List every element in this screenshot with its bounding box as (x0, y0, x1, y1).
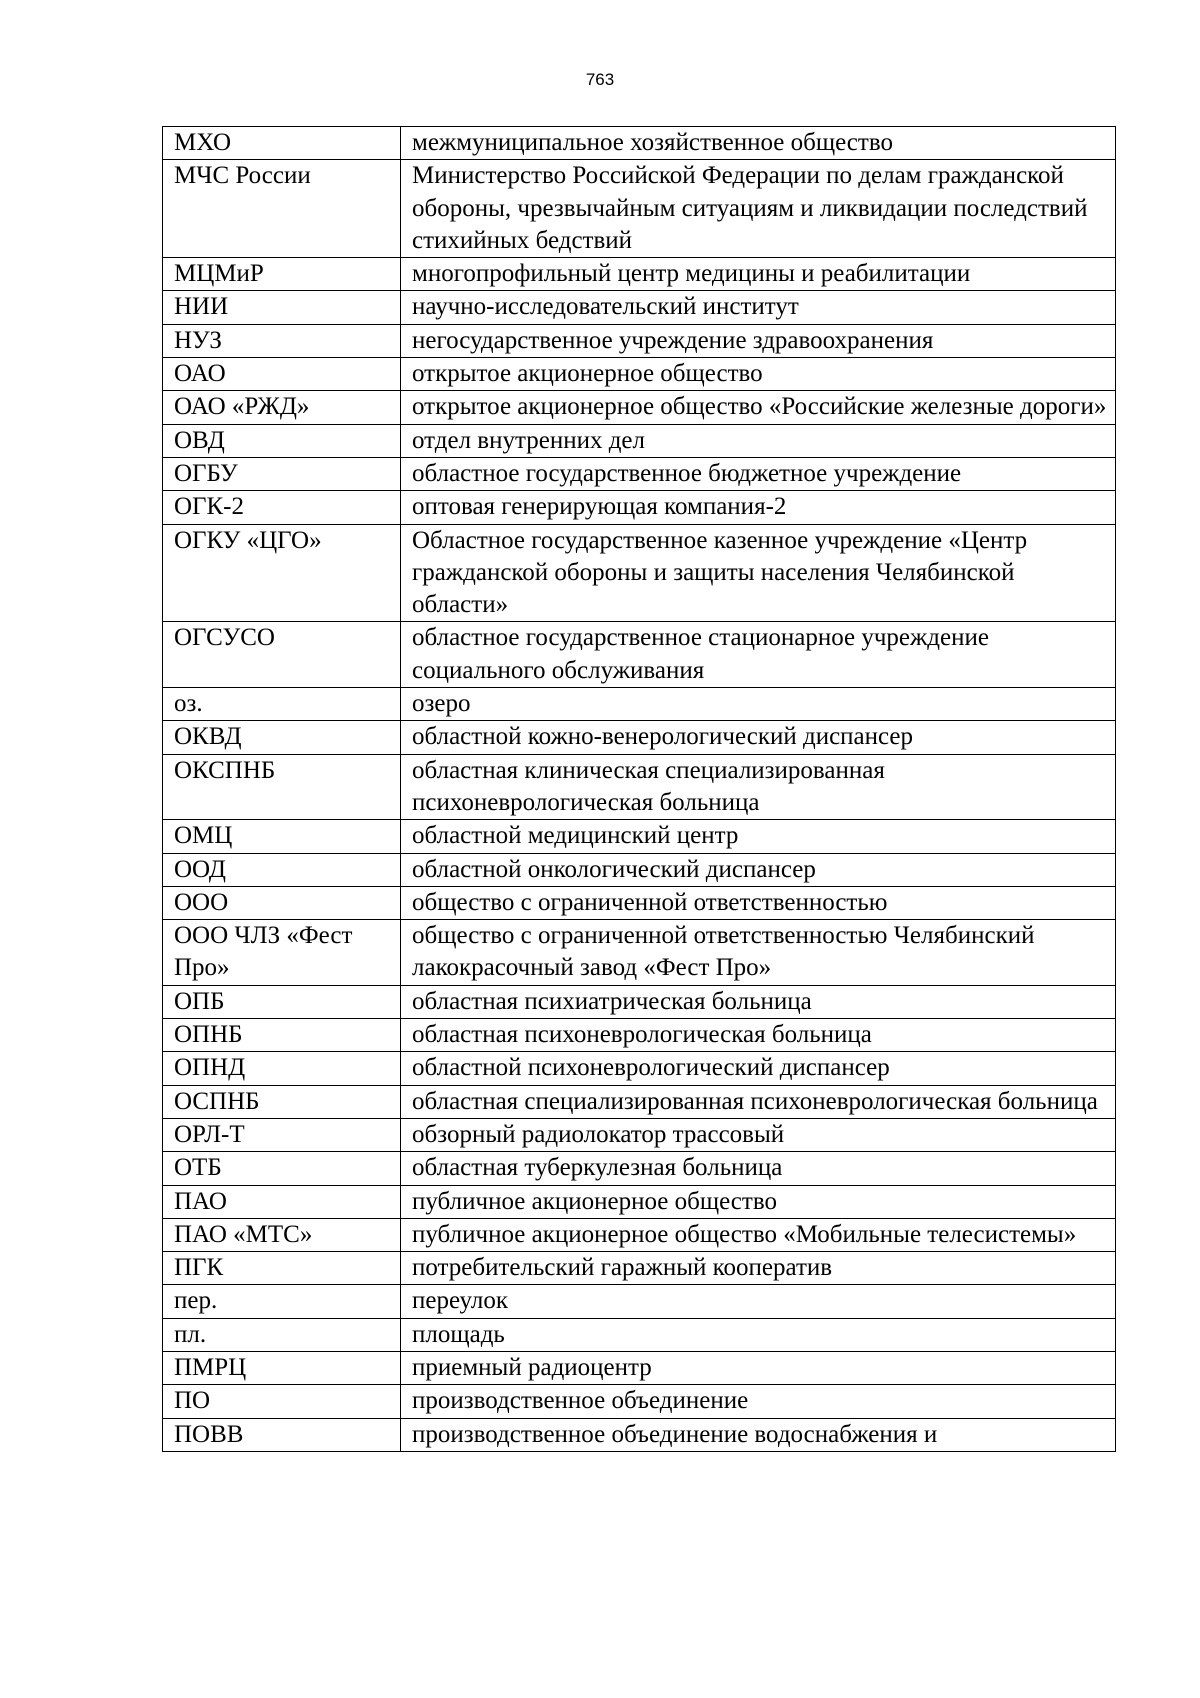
abbreviation-cell: ООД (163, 853, 401, 886)
abbreviation-cell: НУЗ (163, 324, 401, 357)
table-row (163, 1351, 1116, 1384)
definition-cell: производственное объединение водоснабжения и (401, 1418, 1116, 1451)
table-row (163, 1285, 1116, 1318)
table-row (163, 524, 1116, 622)
table-row (163, 1218, 1116, 1251)
table-row (163, 1019, 1116, 1052)
abbreviation-cell: ОАО (163, 358, 401, 391)
table-row (163, 457, 1116, 490)
table-row (163, 853, 1116, 886)
abbreviation-cell: ПГК (163, 1252, 401, 1285)
definition-cell: негосударственное учреждение здравоохранения (401, 324, 1116, 357)
table-row (163, 1052, 1116, 1085)
table-row (163, 622, 1116, 688)
definition-cell: открытое акционерное общество «Российские железные дороги» (401, 391, 1116, 424)
definition-cell: площадь (401, 1318, 1116, 1351)
table-row (163, 424, 1116, 457)
definition-cell: областная психиатрическая больница (401, 985, 1116, 1018)
definition-cell: областной кожно-венерологический диспансер (401, 721, 1116, 754)
table-row (163, 688, 1116, 721)
definition-cell: отдел внутренних дел (401, 424, 1116, 457)
abbreviation-cell: ОВД (163, 424, 401, 457)
table-row (163, 886, 1116, 919)
table-row (163, 985, 1116, 1018)
abbreviation-cell: ОПБ (163, 985, 401, 1018)
definition-cell: областное государственное стационарное учреждение социального обслуживания (401, 622, 1116, 688)
table-row (163, 820, 1116, 853)
page-number: 763 (585, 70, 615, 89)
definition-cell: приемный радиоцентр (401, 1351, 1116, 1384)
abbreviation-cell: ООО (163, 886, 401, 919)
abbreviation-cell: ОГБУ (163, 457, 401, 490)
table-row (163, 721, 1116, 754)
table-row (163, 358, 1116, 391)
definition-cell: многопрофильный центр медицины и реабилитации (401, 258, 1116, 291)
definition-cell: областной онкологический диспансер (401, 853, 1116, 886)
abbreviation-cell: ОГСУСО (163, 622, 401, 688)
table-row (163, 491, 1116, 524)
definition-cell: производственное объединение (401, 1385, 1116, 1418)
abbreviations-table (162, 126, 1116, 1452)
table-row (163, 1185, 1116, 1218)
abbreviation-cell: ОСПНБ (163, 1085, 401, 1118)
abbreviation-cell: ПО (163, 1385, 401, 1418)
abbreviation-cell: ОРЛ-Т (163, 1118, 401, 1151)
definition-cell: общество с ограниченной ответственностью Челябинский лакокрасочный завод «Фест Про» (401, 920, 1116, 986)
abbreviation-cell: ПАО (163, 1185, 401, 1218)
table-row (163, 1318, 1116, 1351)
abbreviation-cell: ОМЦ (163, 820, 401, 853)
table-row (163, 1418, 1116, 1451)
definition-cell: областная туберкулезная больница (401, 1152, 1116, 1185)
definition-cell: потребительский гаражный кооператив (401, 1252, 1116, 1285)
table-row (163, 1085, 1116, 1118)
definition-cell: Областное государственное казенное учреждение «Центр гражданской обороны и защиты населения Челябинской области» (401, 524, 1116, 622)
definition-cell: обзорный радиолокатор трассовый (401, 1118, 1116, 1151)
abbreviation-cell: ПОВВ (163, 1418, 401, 1451)
abbreviation-cell: ООО ЧЛЗ «Фест Про» (163, 920, 401, 986)
abbreviation-cell: ОГКУ «ЦГО» (163, 524, 401, 622)
definition-cell: научно-исследовательский институт (401, 291, 1116, 324)
table-row (163, 324, 1116, 357)
abbreviation-cell: ОГК-2 (163, 491, 401, 524)
abbreviation-cell: ОТБ (163, 1152, 401, 1185)
definition-cell: межмуниципальное хозяйственное общество (401, 127, 1116, 160)
definition-cell: публичное акционерное общество (401, 1185, 1116, 1218)
definition-cell: областная психоневрологическая больница (401, 1019, 1116, 1052)
abbreviation-cell: оз. (163, 688, 401, 721)
definition-cell: областной психоневрологический диспансер (401, 1052, 1116, 1085)
abbreviation-cell: ОКСПНБ (163, 754, 401, 820)
table-row (163, 1252, 1116, 1285)
abbreviation-cell: МЦМиР (163, 258, 401, 291)
abbreviation-cell: ПАО «МТС» (163, 1218, 401, 1251)
table-row (163, 258, 1116, 291)
abbreviation-cell: ОКВД (163, 721, 401, 754)
definition-cell: Министерство Российской Федерации по делам гражданской обороны, чрезвычайным ситуациям и ликвидации последствий стихийных бедствий (401, 160, 1116, 258)
definition-cell: областная специализированная психоневрологическая больница (401, 1085, 1116, 1118)
table-row (163, 1118, 1116, 1151)
table-row (163, 1152, 1116, 1185)
abbreviations-table-body (163, 127, 1116, 1452)
table-row (163, 127, 1116, 160)
table-row (163, 160, 1116, 258)
definition-cell: переулок (401, 1285, 1116, 1318)
definition-cell: областное государственное бюджетное учреждение (401, 457, 1116, 490)
definition-cell: областной медицинский центр (401, 820, 1116, 853)
abbreviation-cell: НИИ (163, 291, 401, 324)
definition-cell: областная клиническая специализированная психоневрологическая больница (401, 754, 1116, 820)
abbreviation-cell: ОПНД (163, 1052, 401, 1085)
abbreviation-cell: ПМРЦ (163, 1351, 401, 1384)
table-row (163, 391, 1116, 424)
definition-cell: оптовая генерирующая компания-2 (401, 491, 1116, 524)
abbreviation-cell: ОПНБ (163, 1019, 401, 1052)
table-row (163, 754, 1116, 820)
definition-cell: открытое акционерное общество (401, 358, 1116, 391)
abbreviation-cell: МЧС России (163, 160, 401, 258)
definition-cell: озеро (401, 688, 1116, 721)
table-row (163, 920, 1116, 986)
abbreviation-cell: ОАО «РЖД» (163, 391, 401, 424)
table-row (163, 1385, 1116, 1418)
abbreviation-cell: пл. (163, 1318, 401, 1351)
abbreviation-cell: пер. (163, 1285, 401, 1318)
definition-cell: публичное акционерное общество «Мобильные телесистемы» (401, 1218, 1116, 1251)
definition-cell: общество с ограниченной ответственностью (401, 886, 1116, 919)
abbreviation-cell: МХО (163, 127, 401, 160)
table-row (163, 291, 1116, 324)
